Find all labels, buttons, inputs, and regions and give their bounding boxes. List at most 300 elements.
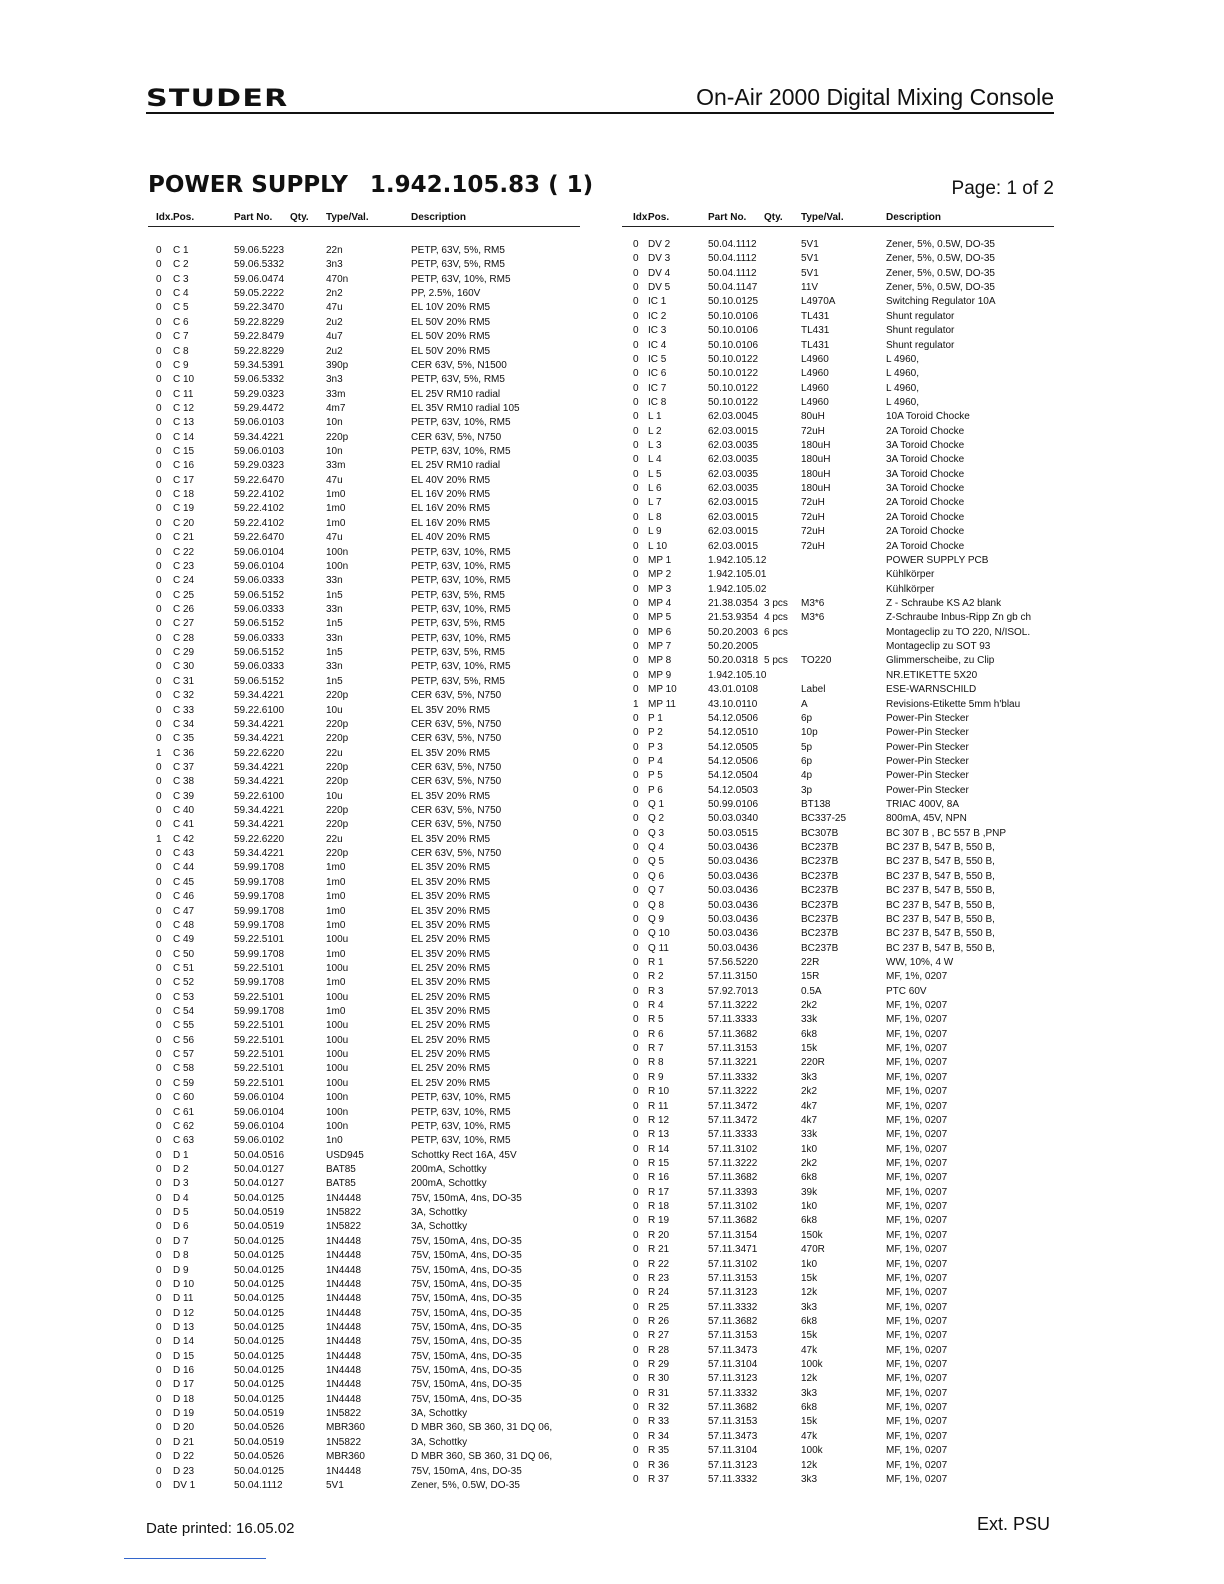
cell-idx: 0 bbox=[156, 1436, 162, 1448]
cell-type: 1m0 bbox=[326, 489, 346, 501]
cell-idx: 0 bbox=[633, 267, 639, 279]
cell-description: MF, 1%, 0207 bbox=[886, 1129, 948, 1141]
cell-idx: 0 bbox=[633, 310, 639, 322]
cell-description: Shunt regulator bbox=[886, 339, 955, 351]
cell-idx: 0 bbox=[156, 431, 162, 443]
cell-type: 11V bbox=[801, 282, 819, 294]
cell-pos: C 31 bbox=[173, 675, 195, 687]
cell-idx: 0 bbox=[156, 776, 162, 788]
cell-type: 10p bbox=[801, 727, 818, 739]
cell-pos: R 28 bbox=[648, 1344, 670, 1356]
cell-part-no: 50.04.0125 bbox=[234, 1465, 285, 1477]
cell-description: Glimmerscheibe, zu Clip bbox=[886, 655, 995, 667]
cell-description: 3A Toroid Chocke bbox=[886, 454, 965, 466]
cell-idx: 0 bbox=[633, 1287, 639, 1299]
table-row bbox=[622, 382, 1054, 396]
cell-part-no: 59.06.0104 bbox=[234, 560, 285, 572]
cell-description: PETP, 63V, 10%, RM5 bbox=[411, 273, 511, 285]
cell-type: 1N4448 bbox=[326, 1293, 362, 1305]
cell-pos: R 33 bbox=[648, 1416, 670, 1428]
cell-type: 100u bbox=[326, 1020, 349, 1032]
cell-type: 6k8 bbox=[801, 1402, 818, 1414]
table-row bbox=[148, 976, 580, 990]
cell-part-no: 57.11.3150 bbox=[708, 971, 758, 983]
cell-description: Power-Pin Stecker bbox=[886, 712, 969, 724]
cell-type: 72uH bbox=[801, 497, 825, 509]
cell-type: 47k bbox=[801, 1430, 818, 1442]
cell-pos: MP 8 bbox=[648, 655, 672, 667]
cell-idx: 0 bbox=[156, 1278, 162, 1290]
cell-idx: 0 bbox=[633, 1402, 639, 1414]
cell-description: 75V, 150mA, 4ns, DO-35 bbox=[411, 1307, 522, 1319]
table-row bbox=[148, 1278, 580, 1292]
cell-pos: C 2 bbox=[173, 259, 189, 271]
cell-idx: 0 bbox=[156, 1307, 162, 1319]
cell-part-no: 59.06.0104 bbox=[234, 546, 285, 558]
cell-pos: Q 5 bbox=[648, 856, 665, 868]
cell-part-no: 59.22.6220 bbox=[234, 747, 285, 759]
cell-description: L 4960, bbox=[886, 382, 919, 394]
cell-description: Z-Schraube Inbus-Ripp Zn gb ch bbox=[886, 612, 1032, 624]
cell-type: 10n bbox=[326, 417, 343, 429]
cell-part-no: 59.22.6220 bbox=[234, 833, 285, 845]
cell-type: 100n bbox=[326, 1106, 349, 1118]
cell-description: Zener, 5%, 0.5W, DO-35 bbox=[886, 253, 995, 265]
table-row bbox=[148, 1034, 580, 1048]
table-row bbox=[622, 913, 1054, 927]
cell-description: Power-Pin Stecker bbox=[886, 784, 969, 796]
cell-idx: 0 bbox=[156, 991, 162, 1003]
cell-type: 1N4448 bbox=[326, 1393, 362, 1405]
cell-pos: Q 2 bbox=[648, 813, 665, 825]
cell-pos: R 4 bbox=[648, 1000, 664, 1012]
cell-type: 100k bbox=[801, 1445, 823, 1457]
cell-idx: 0 bbox=[633, 1430, 639, 1442]
cell-pos: C 18 bbox=[173, 489, 195, 501]
cell-part-no: 62.03.0015 bbox=[708, 511, 759, 523]
table-row bbox=[622, 1100, 1054, 1114]
cell-idx: 0 bbox=[156, 503, 162, 515]
cell-description: MF, 1%, 0207 bbox=[886, 1258, 948, 1270]
cell-type: 220p bbox=[326, 805, 349, 817]
cell-part-no: 54.12.0505 bbox=[708, 741, 759, 753]
cell-type: 4u7 bbox=[326, 331, 343, 343]
cell-type: 100n bbox=[326, 1092, 349, 1104]
cell-part-no: 57.11.3333 bbox=[708, 1129, 758, 1141]
cell-description: PTC 60V bbox=[886, 985, 927, 997]
cell-idx: 0 bbox=[633, 913, 639, 925]
cell-description: 75V, 150mA, 4ns, DO-35 bbox=[411, 1278, 522, 1290]
cell-idx: 0 bbox=[156, 388, 162, 400]
parts-table-left bbox=[148, 212, 580, 1493]
cell-pos: C 16 bbox=[173, 460, 195, 472]
cell-pos: C 37 bbox=[173, 761, 195, 773]
cell-type: TL431 bbox=[801, 325, 830, 337]
cell-description: MF, 1%, 0207 bbox=[886, 1201, 948, 1213]
cell-pos: D 23 bbox=[173, 1465, 195, 1477]
cell-idx: 0 bbox=[633, 1272, 639, 1284]
cell-description: MF, 1%, 0207 bbox=[886, 1445, 948, 1457]
table-row bbox=[148, 1407, 580, 1421]
table-row bbox=[148, 388, 580, 402]
cell-idx: 0 bbox=[633, 454, 639, 466]
table-row bbox=[148, 861, 580, 875]
cell-idx: 0 bbox=[156, 589, 162, 601]
table-row bbox=[622, 238, 1054, 252]
table-row bbox=[622, 769, 1054, 783]
cell-idx: 0 bbox=[633, 1258, 639, 1270]
cell-pos: C 44 bbox=[173, 862, 195, 874]
cell-description: MF, 1%, 0207 bbox=[886, 1473, 948, 1485]
cell-part-no: 50.04.1112 bbox=[234, 1479, 283, 1491]
cell-description: MF, 1%, 0207 bbox=[886, 1402, 948, 1414]
cell-idx: 0 bbox=[156, 1149, 162, 1161]
cell-description: 75V, 150mA, 4ns, DO-35 bbox=[411, 1365, 522, 1377]
cell-description: MF, 1%, 0207 bbox=[886, 1287, 948, 1299]
table-row bbox=[622, 439, 1054, 453]
cell-description: CER 63V, 5%, N750 bbox=[411, 690, 502, 702]
cell-type: 1N5822 bbox=[326, 1221, 362, 1233]
cell-pos: C 4 bbox=[173, 288, 189, 300]
cell-part-no: 57.11.3153 bbox=[708, 1272, 758, 1284]
cell-pos: C 40 bbox=[173, 805, 195, 817]
table-row bbox=[148, 660, 580, 674]
cell-pos: C 28 bbox=[173, 632, 195, 644]
cell-part-no: 50.04.0125 bbox=[234, 1250, 285, 1262]
cell-description: BC 307 B , BC 557 B ,PNP bbox=[886, 827, 1007, 839]
table-row bbox=[148, 1307, 580, 1321]
cell-pos: C 46 bbox=[173, 891, 195, 903]
cell-part-no: 50.04.1147 bbox=[708, 282, 758, 294]
cell-description: BC 237 B, 547 B, 550 B, bbox=[886, 928, 995, 940]
table-row bbox=[622, 812, 1054, 826]
table-row bbox=[148, 589, 580, 603]
cell-type: 1N4448 bbox=[326, 1379, 362, 1391]
cell-type: 3k3 bbox=[801, 1071, 818, 1083]
cell-type: 1m0 bbox=[326, 948, 346, 960]
cell-part-no: 62.03.0015 bbox=[708, 497, 759, 509]
cell-idx: 0 bbox=[156, 489, 162, 501]
cell-idx: 0 bbox=[156, 517, 162, 529]
cell-idx: 0 bbox=[156, 761, 162, 773]
cell-pos: R 15 bbox=[648, 1158, 670, 1169]
cell-description: PETP, 63V, 10%, RM5 bbox=[411, 546, 511, 558]
cell-idx: 0 bbox=[156, 805, 162, 817]
cell-part-no: 1.942.105.10 bbox=[708, 669, 767, 681]
cell-idx: 0 bbox=[156, 1293, 162, 1305]
cell-part-no: 59.99.1708 bbox=[234, 948, 285, 960]
cell-type: M3*6 bbox=[801, 612, 825, 624]
cell-description: MF, 1%, 0207 bbox=[886, 1057, 948, 1069]
table-row bbox=[148, 474, 580, 488]
cell-part-no: 57.11.3332 bbox=[708, 1387, 758, 1399]
cell-part-no: 57.11.3153 bbox=[708, 1416, 758, 1428]
cell-part-no: 59.06.5152 bbox=[234, 675, 285, 687]
cell-idx: 0 bbox=[156, 948, 162, 960]
cell-pos: D 12 bbox=[173, 1307, 195, 1319]
cell-idx: 0 bbox=[633, 239, 639, 250]
table-row bbox=[148, 502, 580, 516]
cell-type: 1k0 bbox=[801, 1258, 818, 1270]
cell-pos: C 41 bbox=[173, 819, 195, 831]
cell-type: 1N5822 bbox=[326, 1436, 362, 1448]
cell-pos: R 3 bbox=[648, 985, 664, 997]
cell-idx: 0 bbox=[156, 1063, 162, 1075]
cell-pos: R 8 bbox=[648, 1057, 664, 1069]
cell-idx: 0 bbox=[633, 540, 639, 552]
cell-idx: 0 bbox=[633, 526, 639, 538]
cell-idx: 0 bbox=[156, 661, 162, 673]
cell-part-no: 43.10.0110 bbox=[708, 698, 758, 710]
cell-pos: R 29 bbox=[648, 1359, 670, 1371]
cell-type: 220p bbox=[326, 848, 349, 860]
cell-idx: 0 bbox=[156, 1465, 162, 1477]
table-row bbox=[148, 1450, 580, 1464]
cell-description: 75V, 150mA, 4ns, DO-35 bbox=[411, 1336, 522, 1348]
table-row bbox=[622, 367, 1054, 381]
cell-qty: 5 pcs bbox=[764, 655, 788, 667]
cell-type: 390p bbox=[326, 359, 349, 371]
table-row bbox=[622, 1157, 1054, 1171]
cell-idx: 0 bbox=[156, 316, 162, 328]
cell-idx: 0 bbox=[156, 359, 162, 371]
cell-part-no: 59.06.0333 bbox=[234, 632, 285, 644]
table-row bbox=[148, 1134, 580, 1148]
col-qty: Qty. bbox=[290, 212, 309, 223]
cell-part-no: 59.29.4472 bbox=[234, 402, 285, 414]
cell-part-no: 59.06.0333 bbox=[234, 575, 285, 587]
cell-pos: L 6 bbox=[648, 483, 662, 495]
cell-pos: R 31 bbox=[648, 1387, 670, 1399]
cell-part-no: 59.06.0333 bbox=[234, 603, 285, 615]
cell-idx: 0 bbox=[633, 727, 639, 739]
cell-part-no: 57.11.3102 bbox=[708, 1201, 758, 1213]
cell-type: 39k bbox=[801, 1186, 818, 1198]
cell-pos: DV 1 bbox=[173, 1479, 196, 1491]
cell-description: MF, 1%, 0207 bbox=[886, 1359, 948, 1371]
cell-part-no: 59.34.4221 bbox=[234, 848, 285, 860]
cell-description: BC 237 B, 547 B, 550 B, bbox=[886, 856, 995, 868]
table-row bbox=[148, 905, 580, 919]
table-row bbox=[622, 784, 1054, 798]
cell-idx: 0 bbox=[156, 647, 162, 659]
table-row bbox=[622, 884, 1054, 898]
cell-description: PETP, 63V, 5%, RM5 bbox=[411, 589, 505, 601]
cell-part-no: 59.06.5152 bbox=[234, 647, 285, 659]
cell-part-no: 50.04.0125 bbox=[234, 1264, 285, 1276]
cell-idx: 0 bbox=[156, 1365, 162, 1377]
cell-type: A bbox=[801, 698, 808, 710]
cell-description: EL 35V RM10 radial 105 bbox=[411, 402, 520, 414]
cell-part-no: 1.942.105.01 bbox=[708, 569, 767, 581]
cell-part-no: 50.04.0127 bbox=[234, 1164, 285, 1175]
table-row bbox=[148, 876, 580, 890]
cell-type: 1m0 bbox=[326, 503, 346, 515]
cell-idx: 0 bbox=[156, 1250, 162, 1262]
cell-type: 100n bbox=[326, 1120, 349, 1132]
cell-description: 3A, Schottky bbox=[411, 1436, 468, 1448]
table-row bbox=[622, 870, 1054, 884]
cell-type: 100u bbox=[326, 1049, 349, 1061]
cell-type: 10u bbox=[326, 790, 343, 802]
cell-idx: 0 bbox=[633, 1114, 639, 1126]
cell-type: 1k0 bbox=[801, 1143, 818, 1155]
cell-pos: C 21 bbox=[173, 532, 195, 544]
table-row bbox=[148, 632, 580, 646]
cell-idx: 0 bbox=[156, 417, 162, 429]
cell-description: MF, 1%, 0207 bbox=[886, 1086, 948, 1098]
table-row bbox=[622, 1085, 1054, 1099]
cell-pos: R 1 bbox=[648, 956, 664, 968]
cell-type: 1n5 bbox=[326, 618, 343, 630]
cell-part-no: 57.11.3471 bbox=[708, 1244, 758, 1256]
cell-idx: 0 bbox=[156, 1393, 162, 1405]
cell-pos: C 39 bbox=[173, 790, 195, 802]
cell-idx: 0 bbox=[156, 1106, 162, 1118]
cell-pos: L 1 bbox=[648, 411, 662, 423]
cell-type: 12k bbox=[801, 1287, 818, 1299]
cell-type: 1m0 bbox=[326, 862, 346, 874]
cell-type: 15R bbox=[801, 971, 820, 983]
cell-type: 470R bbox=[801, 1244, 825, 1256]
cell-pos: R 10 bbox=[648, 1086, 670, 1098]
cell-description: Zener, 5%, 0.5W, DO-35 bbox=[411, 1479, 520, 1491]
cell-description: 800mA, 45V, NPN bbox=[886, 813, 967, 825]
cell-part-no: 57.11.3332 bbox=[708, 1473, 758, 1485]
cell-type: 220p bbox=[326, 431, 349, 443]
cell-part-no: 50.04.0516 bbox=[234, 1149, 285, 1161]
table-row bbox=[148, 459, 580, 473]
cell-type: 1N5822 bbox=[326, 1207, 362, 1219]
cell-description: PETP, 63V, 5%, RM5 bbox=[411, 647, 505, 659]
cell-pos: R 13 bbox=[648, 1129, 670, 1141]
cell-pos: R 22 bbox=[648, 1258, 670, 1270]
cell-description: Zener, 5%, 0.5W, DO-35 bbox=[886, 282, 995, 294]
cell-idx: 0 bbox=[633, 1301, 639, 1313]
table-row bbox=[148, 301, 580, 315]
cell-pos: D 1 bbox=[173, 1149, 189, 1161]
cell-part-no: 50.04.0526 bbox=[234, 1451, 285, 1463]
cell-pos: D 8 bbox=[173, 1250, 189, 1262]
cell-type: 72uH bbox=[801, 425, 825, 437]
cell-pos: D 19 bbox=[173, 1408, 195, 1420]
table-row bbox=[148, 775, 580, 789]
cell-type: 1N4448 bbox=[326, 1350, 362, 1362]
table-row bbox=[622, 1028, 1054, 1042]
cell-description: PETP, 63V, 10%, RM5 bbox=[411, 417, 511, 429]
cell-description: Switching Regulator 10A bbox=[886, 296, 996, 308]
cell-type: 4m7 bbox=[326, 402, 346, 414]
cell-part-no: 57.11.3154 bbox=[708, 1229, 758, 1241]
cell-part-no: 59.99.1708 bbox=[234, 919, 285, 931]
cell-idx: 0 bbox=[633, 1229, 639, 1241]
cell-idx: 1 bbox=[633, 698, 639, 710]
cell-idx: 0 bbox=[633, 1344, 639, 1356]
cell-part-no: 59.06.0104 bbox=[234, 1106, 285, 1118]
col-pos: Pos. bbox=[173, 212, 195, 223]
cell-pos: Q 1 bbox=[648, 799, 665, 811]
table-row bbox=[148, 617, 580, 631]
cell-part-no: 50.10.0106 bbox=[708, 310, 759, 322]
table-row bbox=[622, 597, 1054, 611]
cell-type: 3k3 bbox=[801, 1473, 818, 1485]
cell-pos: IC 1 bbox=[648, 296, 667, 308]
cell-description: EL 25V 20% RM5 bbox=[411, 962, 491, 974]
cell-idx: 0 bbox=[156, 1207, 162, 1219]
cell-pos: D 9 bbox=[173, 1264, 189, 1276]
cell-type: BAT85 bbox=[326, 1164, 356, 1175]
cell-type: 1N4448 bbox=[326, 1192, 362, 1204]
cell-description: PETP, 63V, 10%, RM5 bbox=[411, 446, 511, 458]
table-row bbox=[622, 1186, 1054, 1200]
cell-idx: 0 bbox=[633, 1043, 639, 1055]
table-row bbox=[148, 646, 580, 660]
cell-pos: L 5 bbox=[648, 468, 662, 480]
cell-idx: 0 bbox=[633, 368, 639, 380]
cell-part-no: 59.22.8229 bbox=[234, 345, 285, 357]
cell-pos: MP 5 bbox=[648, 612, 672, 624]
cell-pos: C 47 bbox=[173, 905, 195, 917]
cell-part-no: 50.04.0519 bbox=[234, 1221, 285, 1233]
cell-pos: C 1 bbox=[173, 245, 189, 256]
table-row bbox=[622, 468, 1054, 482]
cell-idx: 0 bbox=[156, 1192, 162, 1204]
cell-idx: 0 bbox=[156, 1321, 162, 1333]
cell-description: EL 35V 20% RM5 bbox=[411, 876, 491, 888]
cell-idx: 0 bbox=[633, 1473, 639, 1485]
cell-type: L4960 bbox=[801, 353, 829, 365]
table-row bbox=[622, 1301, 1054, 1315]
cell-part-no: 59.22.5101 bbox=[234, 1049, 285, 1061]
cell-description: 75V, 150mA, 4ns, DO-35 bbox=[411, 1393, 522, 1405]
cell-pos: C 29 bbox=[173, 647, 195, 659]
table-row bbox=[622, 1114, 1054, 1128]
cell-idx: 0 bbox=[633, 483, 639, 495]
table-row bbox=[148, 991, 580, 1005]
table-row bbox=[622, 1229, 1054, 1243]
cell-type: 47k bbox=[801, 1344, 818, 1356]
table-row bbox=[622, 899, 1054, 913]
table-row bbox=[622, 295, 1054, 309]
cell-description: PETP, 63V, 10%, RM5 bbox=[411, 1092, 511, 1104]
cell-pos: C 11 bbox=[173, 388, 194, 400]
cell-type: 1N4448 bbox=[326, 1278, 362, 1290]
cell-part-no: 57.11.3123 bbox=[708, 1287, 758, 1299]
cell-part-no: 62.03.0015 bbox=[708, 425, 759, 437]
table-row bbox=[148, 1077, 580, 1091]
date-printed: Date printed: 16.05.02 bbox=[146, 1520, 295, 1537]
table-row bbox=[148, 1421, 580, 1435]
cell-pos: C 60 bbox=[173, 1092, 195, 1104]
table-row bbox=[148, 847, 580, 861]
cell-description: MF, 1%, 0207 bbox=[886, 1229, 948, 1241]
cell-part-no: 1.942.105.02 bbox=[708, 583, 767, 595]
cell-idx: 0 bbox=[156, 302, 162, 314]
cell-idx: 0 bbox=[633, 411, 639, 423]
cell-type: 6k8 bbox=[801, 1215, 818, 1227]
cell-type: BC237B bbox=[801, 942, 839, 954]
table-row bbox=[148, 603, 580, 617]
cell-type: 220p bbox=[326, 819, 349, 831]
cell-pos: D 16 bbox=[173, 1365, 195, 1377]
cell-pos: C 52 bbox=[173, 977, 195, 989]
cell-part-no: 54.12.0510 bbox=[708, 727, 759, 739]
cell-idx: 0 bbox=[633, 784, 639, 796]
cell-pos: R 27 bbox=[648, 1330, 670, 1342]
cell-description: EL 35V 20% RM5 bbox=[411, 790, 491, 802]
cell-pos: C 32 bbox=[173, 690, 195, 702]
cell-part-no: 62.03.0035 bbox=[708, 454, 759, 466]
